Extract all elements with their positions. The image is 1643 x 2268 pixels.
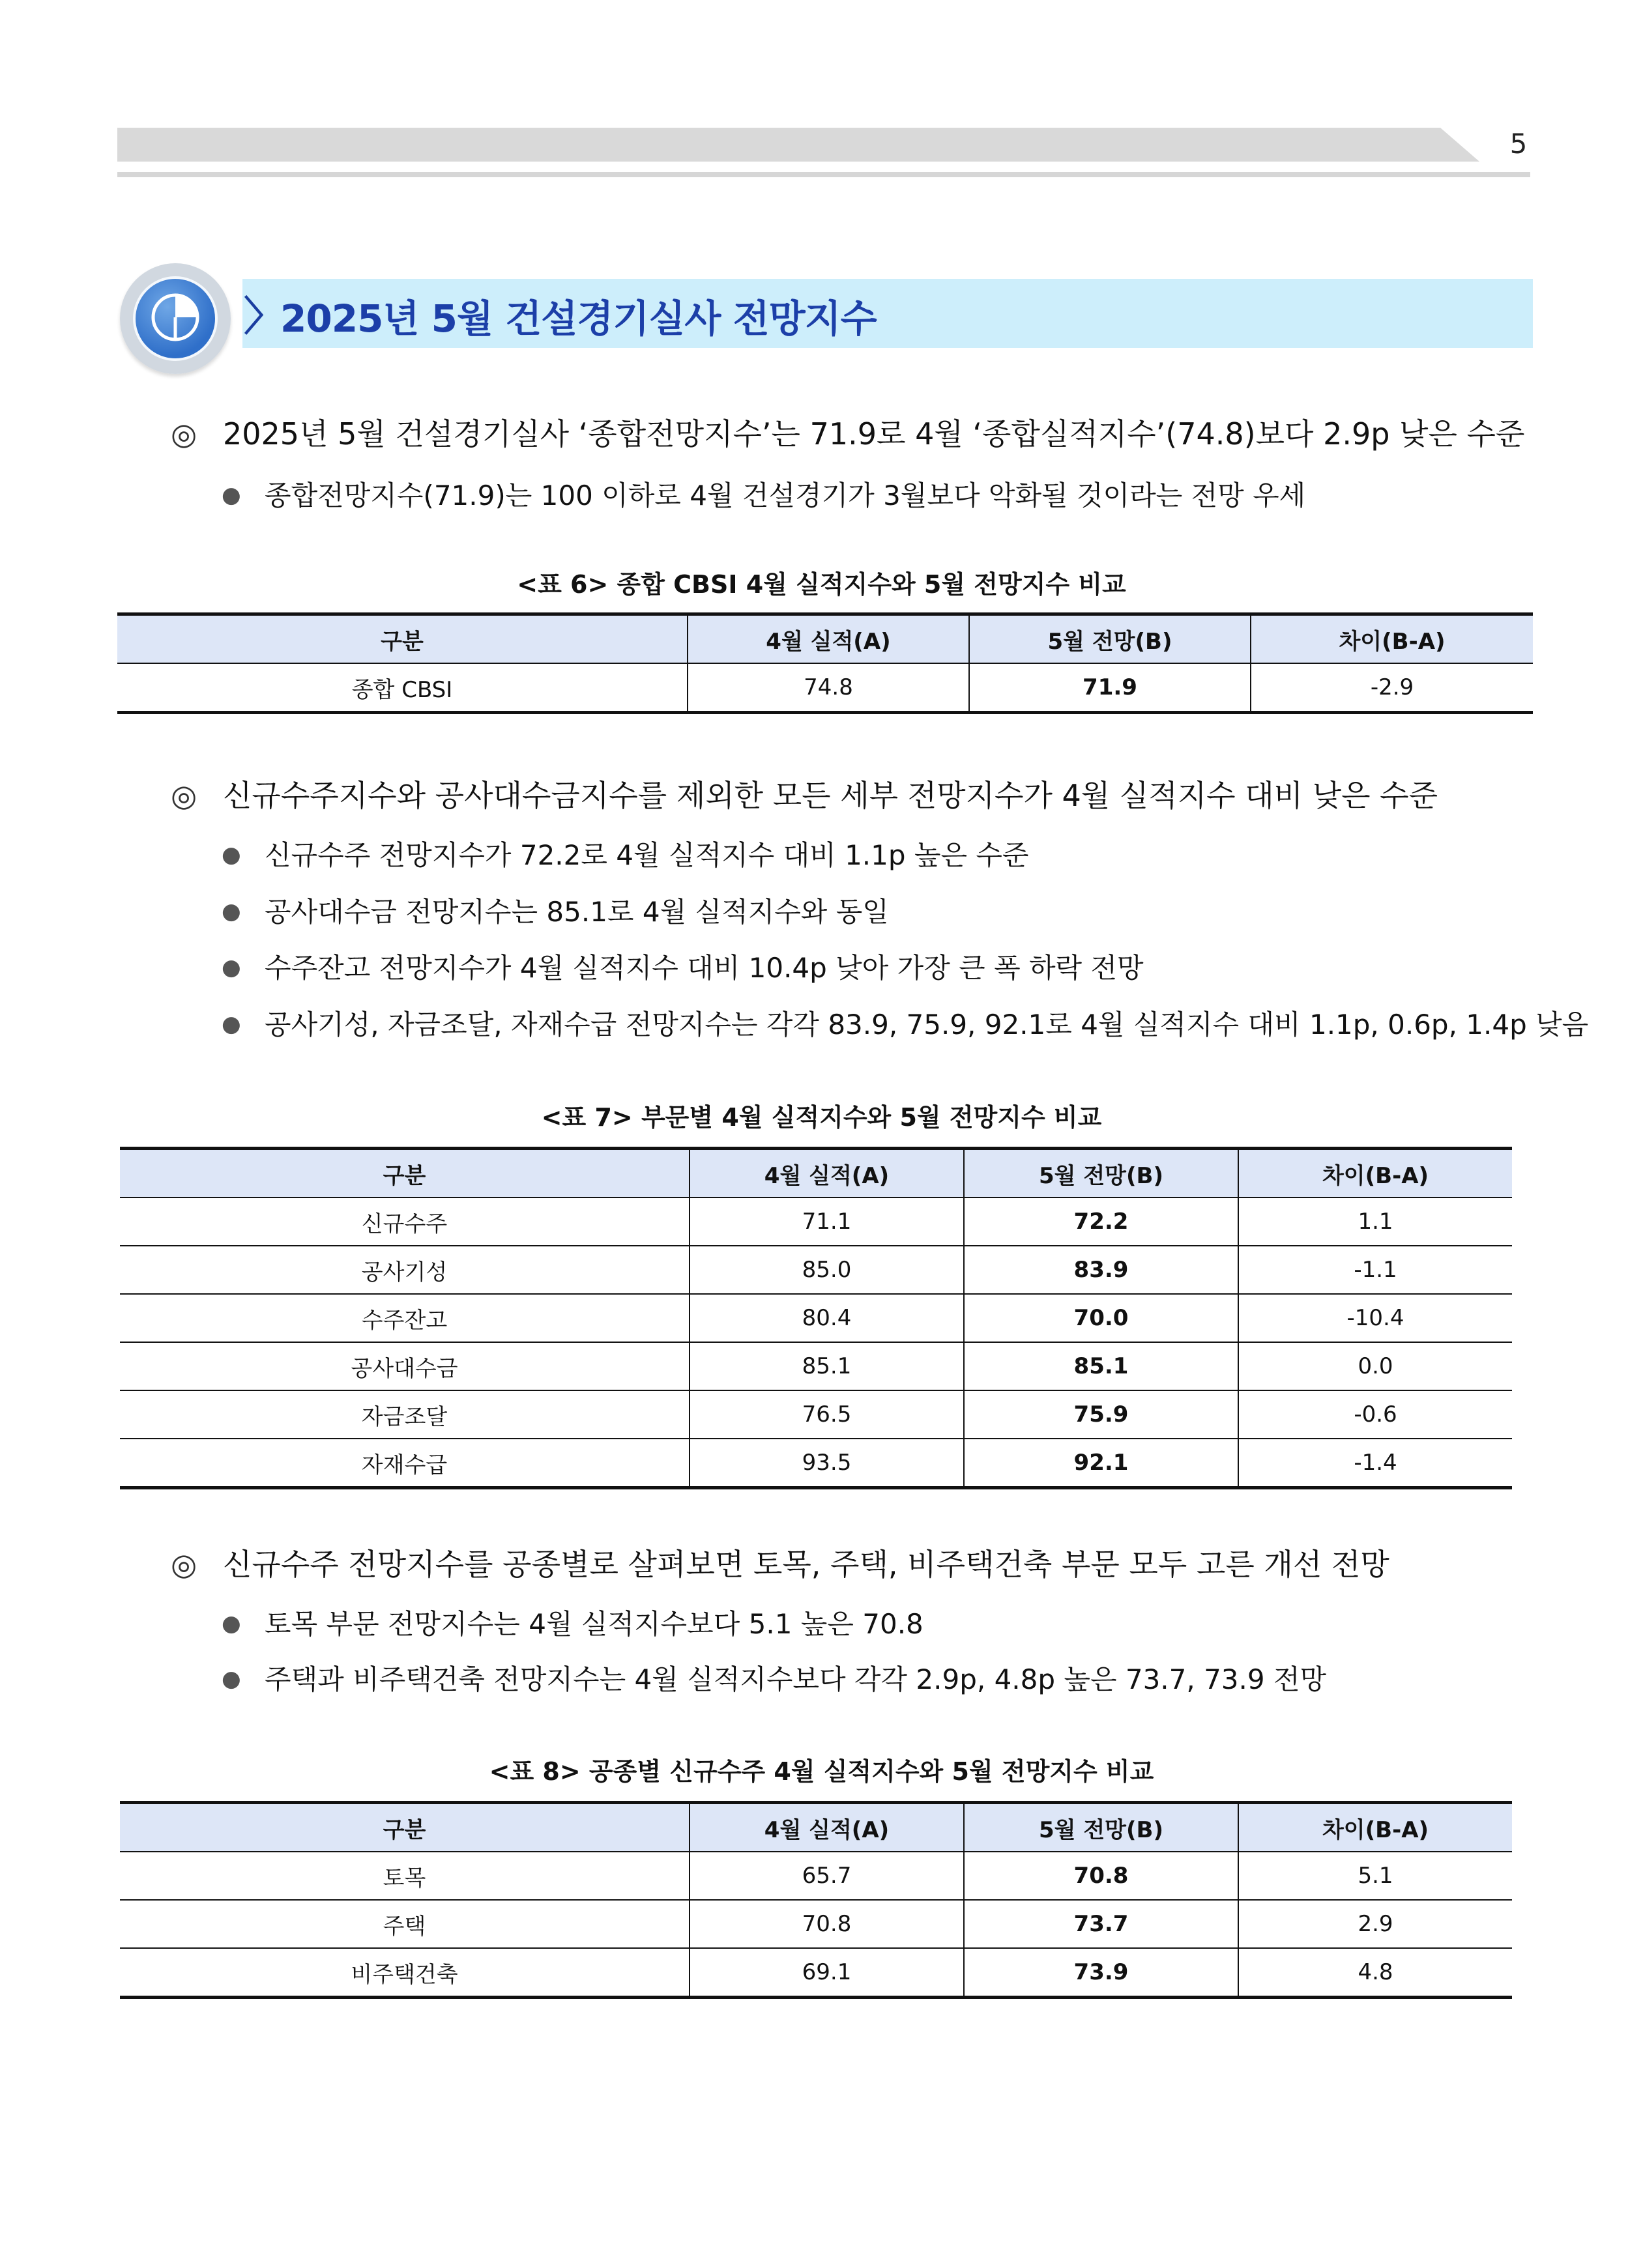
actual-value: 69.1 — [690, 1948, 964, 1998]
forecast-value: 73.9 — [964, 1948, 1238, 1998]
double-circle-icon: ◎ — [171, 1547, 197, 1582]
column-header: 4월 실적(A) — [688, 614, 969, 664]
bullet-icon: ● — [222, 482, 241, 508]
table-caption: <표 8> 공종별 신규수주 4월 실적지수와 5월 전망지수 비교 — [489, 1757, 1154, 1786]
header-bar-notch — [1440, 128, 1479, 162]
forecast-value: 92.1 — [964, 1439, 1238, 1488]
table-header-row — [120, 1803, 1512, 1852]
forecast-value: 71.9 — [969, 663, 1251, 713]
forecast-value: 70.0 — [964, 1294, 1238, 1342]
table-row — [120, 1246, 1512, 1294]
difference-value: -2.9 — [1251, 663, 1533, 713]
actual-value: 85.1 — [690, 1342, 964, 1390]
row-label: 수주잔고 — [120, 1294, 690, 1342]
actual-value: 65.7 — [690, 1852, 964, 1900]
row-label: 공사기성 — [120, 1246, 690, 1294]
bullet-icon: ● — [222, 955, 241, 981]
difference-value: 4.8 — [1238, 1948, 1512, 1998]
column-header: 5월 전망(B) — [964, 1803, 1238, 1852]
actual-value: 80.4 — [690, 1294, 964, 1342]
row-label: 토목 — [120, 1852, 690, 1900]
difference-value: -1.1 — [1238, 1246, 1512, 1294]
forecast-value: 70.8 — [964, 1852, 1238, 1900]
row-label: 주택 — [120, 1900, 690, 1948]
column-header: 차이(B-A) — [1251, 614, 1533, 664]
bullet-icon: ● — [222, 842, 241, 868]
chevron-right-icon: 〉 — [244, 293, 285, 340]
bullet-icon: ● — [222, 1011, 241, 1037]
main-point-1: ◎ 2025년 5월 건설경기실사 ‘종합전망지수’는 71.9로 4월 ‘종합실적지수’(74.8)보다 2.9p 낮은 수준 — [171, 416, 1525, 452]
table-row — [120, 1852, 1512, 1900]
actual-value: 70.8 — [690, 1900, 964, 1948]
table-cbsi — [117, 612, 1533, 714]
forecast-value: 83.9 — [964, 1246, 1238, 1294]
forecast-value: 72.2 — [964, 1198, 1238, 1246]
bullet-icon: ● — [222, 1666, 241, 1692]
bullet-icon: ● — [222, 1611, 241, 1637]
table-row — [120, 1294, 1512, 1342]
column-header: 차이(B-A) — [1238, 1803, 1512, 1852]
actual-value: 74.8 — [688, 663, 969, 713]
header-rule — [117, 172, 1530, 177]
pie-chart-icon — [120, 263, 231, 374]
table-row — [120, 1390, 1512, 1439]
table-row — [120, 1900, 1512, 1948]
table-row — [117, 663, 1533, 713]
row-label: 자금조달 — [120, 1390, 690, 1439]
sub-point: ● 공사기성, 자금조달, 자재수급 전망지수는 각각 83.9, 75.9, 92.1로 4월 실적지수 대비 1.1p, 0.6p, 1.4p 낮음 — [222, 1009, 1589, 1041]
section-title: 2025년 5월 건설경기실사 전망지수 — [280, 296, 877, 341]
double-circle-icon: ◎ — [171, 416, 197, 452]
sub-point: ● 수주잔고 전망지수가 4월 실적지수 대비 10.4p 낮아 가장 큰 폭 하락 전망 — [222, 952, 1144, 984]
table-row — [120, 1342, 1512, 1390]
forecast-value: 73.7 — [964, 1900, 1238, 1948]
table-caption: <표 6> 종합 CBSI 4월 실적지수와 5월 전망지수 비교 — [517, 570, 1126, 599]
header-bar — [117, 128, 1479, 162]
page-number: 5 — [1509, 128, 1528, 160]
table-row — [120, 1198, 1512, 1246]
row-label: 신규수주 — [120, 1198, 690, 1246]
actual-value: 76.5 — [690, 1390, 964, 1439]
table-row — [120, 1948, 1512, 1998]
table-row — [120, 1439, 1512, 1488]
sub-point: ● 신규수주 전망지수가 72.2로 4월 실적지수 대비 1.1p 높은 수준 — [222, 839, 1029, 871]
column-header: 5월 전망(B) — [969, 614, 1251, 664]
forecast-value: 75.9 — [964, 1390, 1238, 1439]
difference-value: -0.6 — [1238, 1390, 1512, 1439]
sub-point: ● 종합전망지수(71.9)는 100 이하로 4월 건설경기가 3월보다 악화될 것이라는 전망 우세 — [222, 480, 1306, 511]
difference-value: 5.1 — [1238, 1852, 1512, 1900]
table-caption: <표 7> 부문별 4월 실적지수와 5월 전망지수 비교 — [541, 1103, 1102, 1132]
table-by-sector — [120, 1147, 1512, 1489]
table-header-row — [120, 1149, 1512, 1198]
table-by-work-type — [120, 1801, 1512, 1999]
column-header: 구분 — [120, 1803, 690, 1852]
table-header-row — [117, 614, 1533, 664]
main-point-3: ◎ 신규수주 전망지수를 공종별로 살펴보면 토목, 주택, 비주택건축 부문 모두 고른 개선 전망 — [171, 1547, 1389, 1582]
column-header: 차이(B-A) — [1238, 1149, 1512, 1198]
sub-point: ● 토목 부문 전망지수는 4월 실적지수보다 5.1 높은 70.8 — [222, 1608, 923, 1640]
double-circle-icon: ◎ — [171, 778, 197, 813]
column-header: 구분 — [120, 1149, 690, 1198]
difference-value: 1.1 — [1238, 1198, 1512, 1246]
actual-value: 71.1 — [690, 1198, 964, 1246]
row-label: 종합 CBSI — [117, 663, 688, 713]
column-header: 4월 실적(A) — [690, 1149, 964, 1198]
actual-value: 93.5 — [690, 1439, 964, 1488]
actual-value: 85.0 — [690, 1246, 964, 1294]
column-header: 5월 전망(B) — [964, 1149, 1238, 1198]
difference-value: -10.4 — [1238, 1294, 1512, 1342]
row-label: 공사대수금 — [120, 1342, 690, 1390]
row-label: 비주택건축 — [120, 1948, 690, 1998]
sub-point: ● 공사대수금 전망지수는 85.1로 4월 실적지수와 동일 — [222, 896, 889, 928]
bullet-icon: ● — [222, 898, 241, 925]
column-header: 구분 — [117, 614, 688, 664]
difference-value: -1.4 — [1238, 1439, 1512, 1488]
sub-point: ● 주택과 비주택건축 전망지수는 4월 실적지수보다 각각 2.9p, 4.8p 높은 73.7, 73.9 전망 — [222, 1663, 1327, 1695]
forecast-value: 85.1 — [964, 1342, 1238, 1390]
row-label: 자재수급 — [120, 1439, 690, 1488]
column-header: 4월 실적(A) — [690, 1803, 964, 1852]
difference-value: 0.0 — [1238, 1342, 1512, 1390]
difference-value: 2.9 — [1238, 1900, 1512, 1948]
main-point-2: ◎ 신규수주지수와 공사대수금지수를 제외한 모든 세부 전망지수가 4월 실적지수 대비 낮은 수준 — [171, 778, 1438, 813]
